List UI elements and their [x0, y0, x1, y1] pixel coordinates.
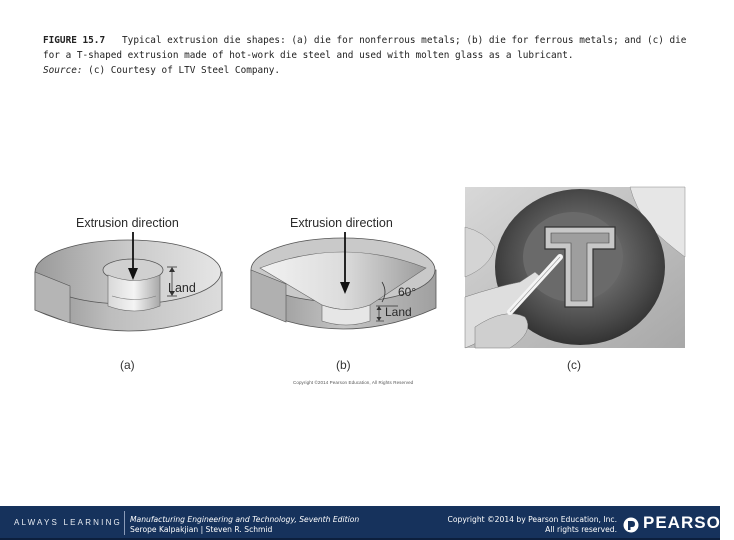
- angle-label-b: 60°: [398, 285, 417, 299]
- source-label: Source:: [43, 65, 83, 76]
- panel-label-a: (a): [120, 358, 135, 372]
- extrusion-direction-label-a: Extrusion direction: [76, 216, 179, 230]
- pearson-brand: PEARSON: [643, 513, 734, 532]
- copyright-line-2: All rights reserved.: [545, 525, 617, 534]
- footer-divider: [124, 511, 125, 535]
- book-title: Manufacturing Engineering and Technology, Seventh Edition: [130, 515, 360, 524]
- land-label-a: Land: [168, 281, 196, 295]
- book-authors: Serope Kalpakjian | Steven R. Schmid: [130, 525, 273, 534]
- extrusion-die-photo: [465, 187, 685, 348]
- figure-copyright-note: Copyright ©2014 Pearson Education, All Rights Reserved: [293, 380, 414, 385]
- copyright-line-1: Copyright ©2014 by Pearson Education, Inc.: [447, 515, 617, 524]
- footer-copyright: [412, 515, 617, 535]
- extrusion-direction-label-b: Extrusion direction: [290, 216, 393, 230]
- caption-text: Typical extrusion die shapes: (a) die for nonferrous metals; (b) die for ferrous metals; and (c) die for a T-shaped extrusion made of hot-work die steel and used with molten glass as a lubricant.: [43, 35, 687, 61]
- source-text: (c) Courtesy of LTV Steel Company.: [88, 65, 281, 76]
- figure-caption: [43, 33, 693, 78]
- footer-band: [0, 506, 734, 540]
- die-diagram-b: [248, 210, 448, 360]
- always-learning-tagline: ALWAYS LEARNING: [14, 518, 122, 527]
- die-diagram-a: [30, 210, 240, 360]
- figure-label: FIGURE 15.7: [43, 35, 106, 46]
- land-label-b: Land: [385, 305, 412, 319]
- panel-label-c: (c): [567, 358, 581, 372]
- panel-label-b: (b): [336, 358, 351, 372]
- pearson-logo-icon: [622, 517, 640, 533]
